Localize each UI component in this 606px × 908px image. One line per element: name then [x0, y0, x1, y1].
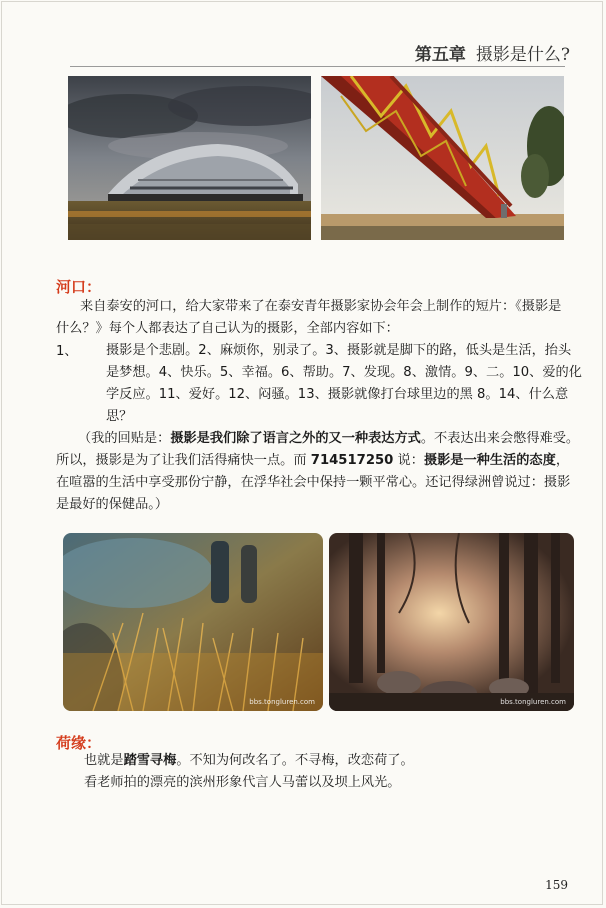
reply-text: 。不表达出来会憋得难受。	[420, 431, 580, 446]
watermark: bbs.tongluren.com	[500, 698, 566, 706]
chapter-header	[415, 40, 570, 65]
chapter-number: 第五章	[414, 45, 466, 65]
reply-bold: 摄影是我们除了语言之外的又一种表达方式	[170, 431, 421, 446]
header-rule	[70, 66, 565, 67]
list-line-1: 摄影是个悲剧。2、麻烦你，别录了。3、摄影就是脚下的路，低头是生活，抬头	[106, 343, 572, 358]
reply-user-id: 714517250	[310, 453, 394, 468]
heyuan-bold: 踏雪寻梅	[123, 753, 177, 768]
reply-line-1	[78, 428, 579, 450]
photo-forest	[329, 533, 574, 711]
list-line-3: 学反应。11、爱好。12、闷骚。13、摄影就像打台球里边的黑 8。14、什么意	[106, 387, 569, 402]
section-title-heyuan: 荷缘：	[56, 734, 102, 752]
page-number: 159	[545, 878, 568, 892]
reply-text: 说：	[393, 453, 424, 468]
intro-line-1: 来自泰安的河口，给大家带来了在泰安青年摄影家协会年会上制作的短片：《摄影是	[80, 299, 562, 314]
photo-grass-field	[63, 533, 323, 711]
heyuan-text: 。不知为何改名了。不寻梅，改恋荷了。	[176, 753, 414, 768]
intro-line-2: 什么？》每个人都表达了自己认为的摄影，全部内容如下：	[56, 321, 399, 336]
heyuan-line-2: 看老师拍的漂亮的滨州形象代言人马蕾以及坝上风光。	[84, 775, 401, 790]
list-line-2: 是梦想。4、快乐。5、幸福。6、帮助。7、发现。8、激情。9、二。10、爱的化	[106, 365, 582, 380]
reply-bold: 摄影是一种生活的态度	[423, 453, 556, 468]
list-line-4: 思？	[106, 409, 133, 424]
heyuan-line-1	[84, 750, 414, 772]
section-title-hekou: 河口：	[56, 278, 102, 296]
watermark: bbs.tongluren.com	[249, 698, 315, 706]
reply-text: （我的回贴是：	[78, 431, 171, 446]
list-number: 1、	[56, 344, 78, 359]
heyuan-text: 也就是	[84, 753, 124, 768]
chapter-title: 摄影是什么?	[475, 45, 570, 65]
reply-line-4: 是最好的保健品。）	[56, 497, 169, 512]
reply-line-2	[56, 450, 569, 472]
reply-text: ，	[555, 453, 569, 468]
reply-line-3: 在喧嚣的生活中享受那份宁静，在浮华社会中保持一颗平常心。还记得绿洲曾说过：摄影	[56, 475, 571, 490]
reply-text: 所以，摄影是为了让我们活得痛快一点。而	[56, 453, 311, 468]
photo-bridge	[321, 76, 564, 240]
photo-stadium	[68, 76, 311, 240]
